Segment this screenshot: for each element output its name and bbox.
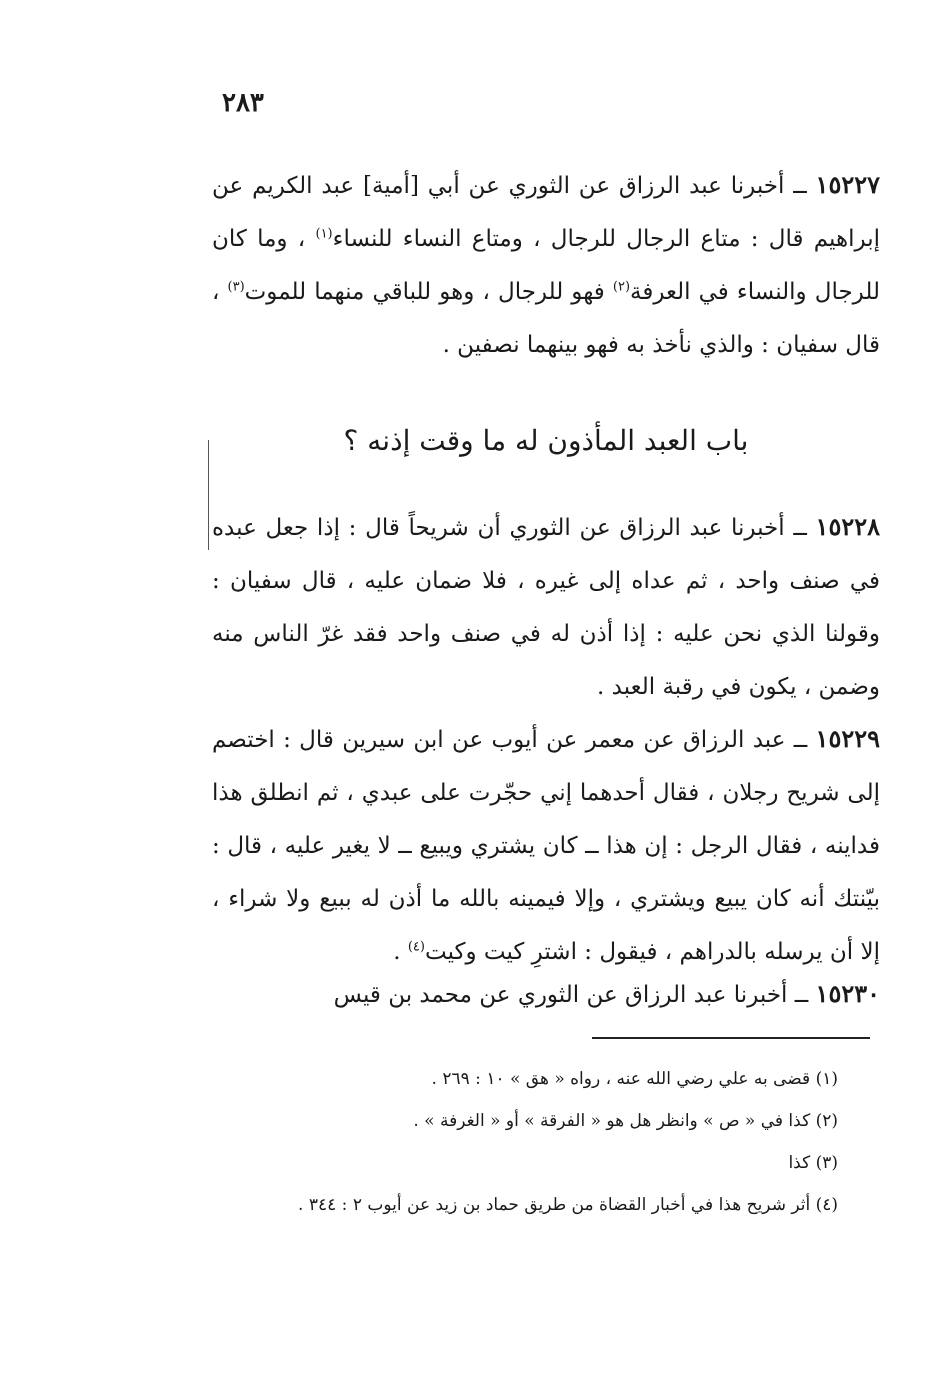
hadith-entry-15227 (212, 158, 880, 372)
hadith-entry-15228 (212, 500, 880, 714)
chapter-title: باب العبد المأذون له ما وقت إذنه ؟ (343, 424, 749, 457)
footnotes (212, 1058, 838, 1226)
hadith-entry-15230 (212, 967, 880, 1022)
footnote-2: (٢) كذا في « ص » وانظر هل هو « الفرقة » أو « الغرفة » . (413, 1111, 838, 1131)
footnote-1: (١) قضى به علي رضي الله عنه ، رواه « هق » ١٠ : ٢٦٩ . (431, 1069, 838, 1089)
footnote-ref: (٣) (227, 279, 245, 295)
entry-text: ــ عبد الرزاق عن معمر عن أيوب عن ابن سيرين قال : اختصم إلى شريح رجلان ، فقال أحدهما إني حجّرت على عبدي ، ثم انطلق هذا فداينه ، فقال الرجل : إن هذا ــ كان يشتري ويبيع ــ لا يغير عليه ، قال : بيّنتك أنه كان يبيع ويشتري ، وإلا فيمينه بالله ما أذن له ببيع ولا شراء ، إلا أن يرسله بالدراهم ، فيقول : اشترِ كيت وكيت (212, 727, 881, 965)
entry-number: ١٥٢٢٩ (815, 724, 880, 753)
entry-text: ، وما كان للرجال والنساء في العرفة (212, 226, 880, 305)
entry-text: ــ أخبرنا عبد الرزاق عن الثوري أن شريحاً قال : إذا جعل عبده في صنف واحد ، ثم عداه إلى غيره ، فلا ضمان عليه ، قال سفيان : وقولنا الذي نحن عليه : إذا أذن له في صنف واحد فقد غرّ الناس منه وضمن ، يكون في رقبة العبد . (212, 515, 880, 700)
footnote-separator (592, 1037, 870, 1039)
hadith-entry-15229 (212, 712, 880, 979)
footnote-ref: (٢) (612, 279, 631, 295)
entry-text: فهو للرجال ، وهو للباقي منهما للموت (244, 279, 613, 305)
margin-rule (208, 440, 209, 550)
entry-text: ــ أخبرنا عبد الرزاق عن الثوري عن أبي [أمية] عبد الكريم عن إبراهيم قال : متاع الرجال للرجال ، ومتاع النساء للنساء (212, 173, 881, 252)
entry-number: ١٥٢٢٨ (815, 512, 880, 541)
footnote-ref: (١) (315, 226, 333, 242)
footnote-3: (٣) كذا (788, 1153, 838, 1173)
footnote-ref: (٤) (407, 939, 425, 955)
entry-text: . (393, 939, 408, 965)
entry-text: ، قال سفيان : والذي نأخذ به فهو بينهما نصفين . (212, 279, 880, 358)
footnote-4: (٤) أثر شريح هذا في أخبار القضاة من طريق حماد بن زيد عن أيوب ٢ : ٣٤٤ . (298, 1195, 838, 1215)
entry-number: ١٥٢٣٠ (815, 979, 880, 1008)
entry-number: ١٥٢٢٧ (815, 170, 880, 199)
page-number: ٢٨٣ (222, 88, 264, 118)
entry-text: ــ أخبرنا عبد الرزاق عن الثوري عن محمد بن قيس (333, 982, 816, 1008)
